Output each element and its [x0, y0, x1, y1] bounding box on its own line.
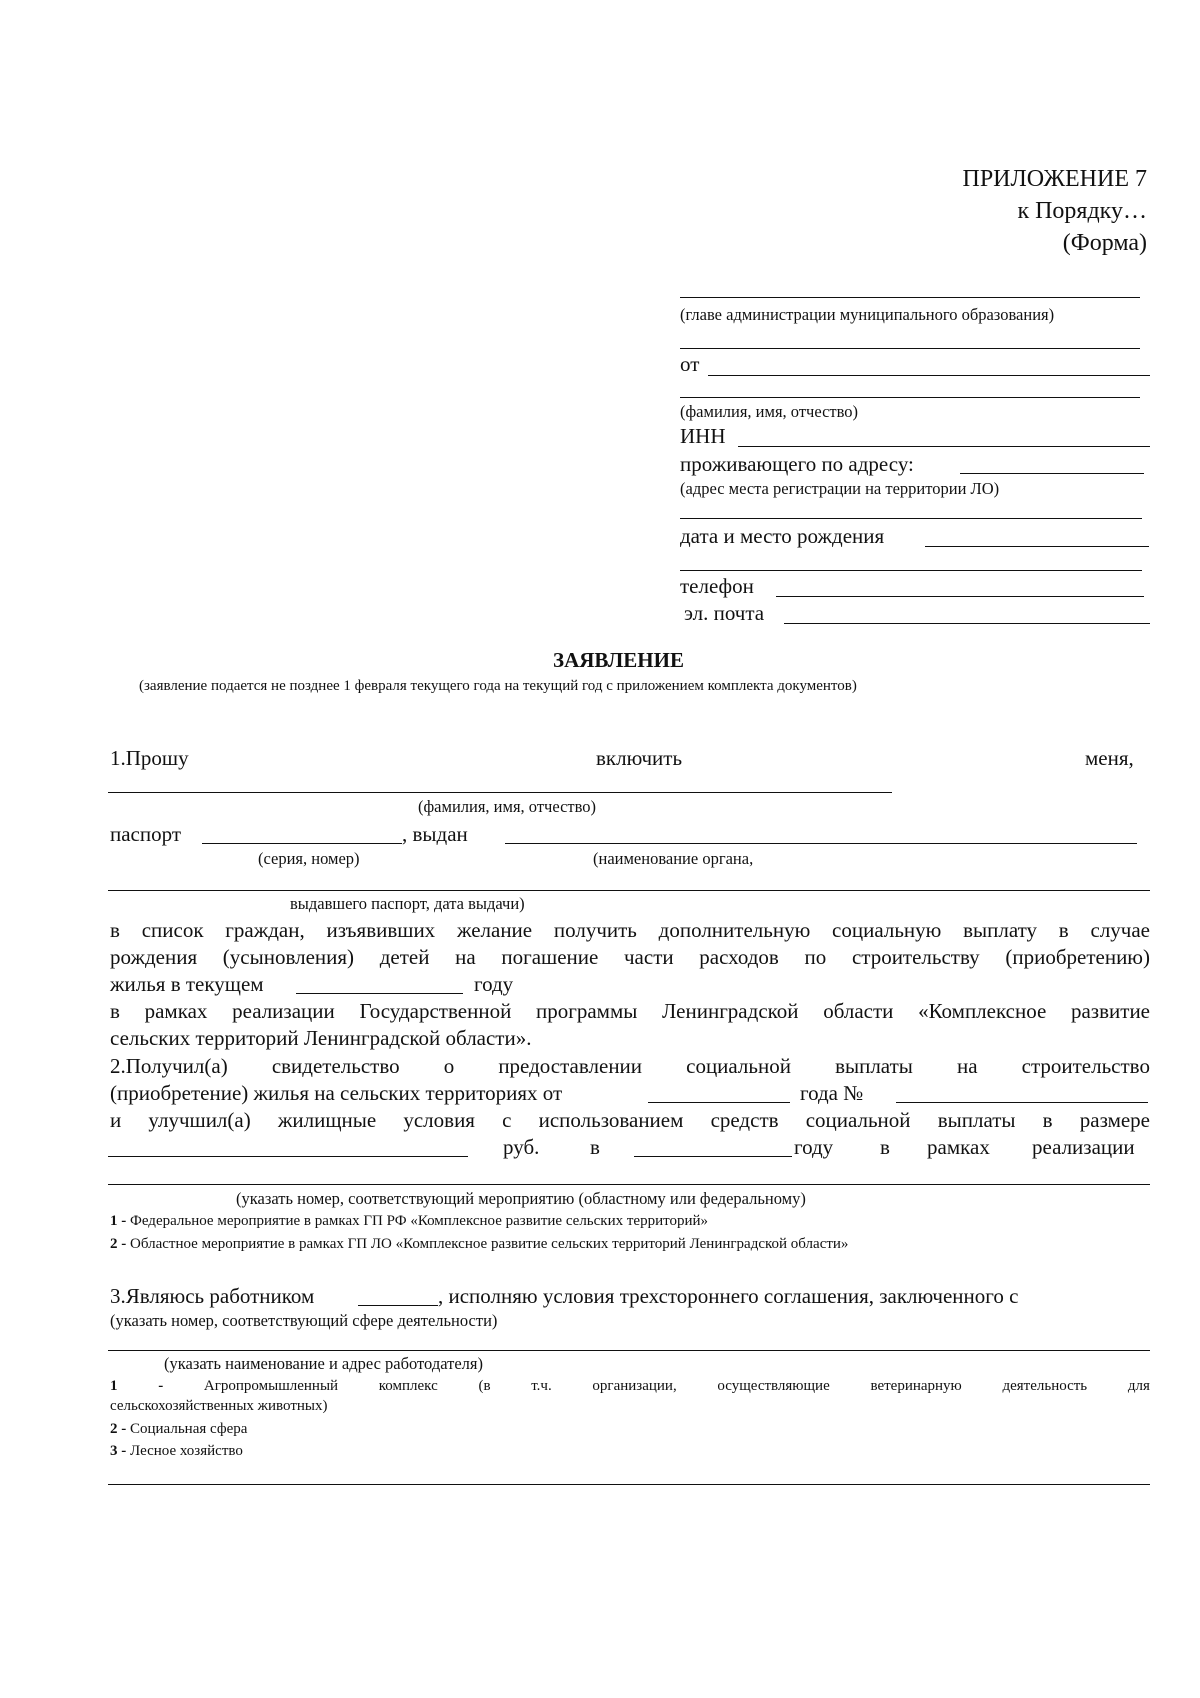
sphere-option-1: [110, 1377, 1150, 1395]
birth-field-2[interactable]: [680, 570, 1142, 571]
document-subtitle: (заявление подается не позднее 1 февраля текущего года на текущий год с приложением комплекта документов): [139, 678, 857, 694]
option-word: деятельность: [1002, 1378, 1088, 1394]
year-word: году: [474, 972, 514, 996]
option-word: осуществляющие: [717, 1378, 830, 1394]
head-admin-caption: (главе администрации муниципального образования): [680, 305, 1055, 324]
item1-text-line2: рождения (усыновления) детей на погашение части расходов по строительству (приобретению): [110, 945, 1150, 969]
passport-issuer-field[interactable]: [505, 843, 1137, 844]
certificate-number-field[interactable]: [896, 1102, 1148, 1103]
item2-text-line3: и улучшил(а) жилищные условия с использованием средств социальной выплаты в размере: [110, 1108, 1150, 1132]
bottom-line[interactable]: [108, 1484, 1150, 1485]
item2-word: 2.Получил(а): [110, 1054, 228, 1078]
passport-issuer-field-2[interactable]: [108, 890, 1150, 891]
option-text: Федеральное мероприятие в рамках ГП РФ «Комплексное развитие сельских территорий»: [126, 1213, 709, 1229]
certificate-date-field[interactable]: [648, 1102, 790, 1103]
item2-word: свидетельство: [271, 1054, 400, 1078]
item2-word: о: [443, 1054, 455, 1078]
item1-text-line3: жилья в текущем: [110, 972, 264, 996]
option-text: Социальная сфера: [126, 1421, 248, 1437]
rub-label: руб.: [503, 1135, 540, 1159]
employer-caption: (указать наименование и адрес работодателя): [164, 1354, 483, 1373]
option-number: 2 -: [110, 1236, 127, 1252]
fio-caption: (фамилия, имя, отчество): [680, 402, 859, 421]
implementation-word: реализации: [1032, 1135, 1135, 1159]
option-number: 1 -: [110, 1213, 127, 1229]
employer-field[interactable]: [108, 1350, 1150, 1351]
year-number-label: года №: [800, 1081, 864, 1105]
address-field[interactable]: [960, 473, 1144, 474]
item1-word-me: меня,: [1085, 746, 1134, 770]
payment-amount-field[interactable]: [108, 1156, 468, 1157]
item2-text-line1: [110, 1054, 1150, 1078]
item2-word: выплаты: [835, 1054, 913, 1078]
passport-label: паспорт: [110, 822, 182, 846]
option-word: т.ч.: [531, 1378, 552, 1394]
residing-label: проживающего по адресу:: [680, 452, 914, 476]
option-word: (в: [478, 1378, 491, 1394]
sphere-option-3: [110, 1442, 243, 1460]
item2-word: предоставлении: [498, 1054, 643, 1078]
program-option-1: [110, 1212, 708, 1230]
year-word-2: году: [794, 1135, 834, 1159]
series-caption: (серия, номер): [258, 849, 360, 868]
issued-caption: выдавшего паспорт, дата выдачи): [290, 894, 525, 913]
email-field[interactable]: [784, 623, 1150, 624]
program-event-field[interactable]: [108, 1184, 1150, 1185]
item1-text-line4: в рамках реализации Государственной программы Ленинградской области «Комплексное развитие: [110, 999, 1150, 1023]
current-year-field[interactable]: [296, 993, 463, 994]
option-word: -: [158, 1378, 164, 1394]
item1-text-line5: сельских территорий Ленинградской области».: [110, 1026, 532, 1050]
document-title: ЗАЯВЛЕНИЕ: [553, 648, 684, 672]
form-label: (Форма): [1062, 230, 1147, 256]
item2-word: на: [956, 1054, 978, 1078]
payment-year-field[interactable]: [634, 1156, 792, 1157]
order-reference: к Порядку…: [1017, 198, 1147, 224]
issued-label: , выдан: [402, 822, 468, 846]
sphere-option-2: [110, 1420, 247, 1438]
item3-text-b: , исполняю условия трехстороннего соглашения, заключенного с: [438, 1284, 1019, 1308]
item2-word: строительство: [1021, 1054, 1150, 1078]
address-field-2[interactable]: [680, 518, 1142, 519]
item2-text-line2: (приобретение) жилья на сельских территориях от: [110, 1081, 563, 1105]
option-number: 3 -: [110, 1443, 127, 1459]
activity-sphere-field[interactable]: [358, 1305, 438, 1306]
in-word: в: [590, 1135, 600, 1159]
head-admin-line[interactable]: [680, 297, 1140, 298]
item3-text-a: 3.Являюсь работником: [110, 1284, 315, 1308]
passport-series-field[interactable]: [202, 843, 402, 844]
address-caption: (адрес места регистрации на территории ЛО): [680, 479, 1000, 498]
option-word: комплекс: [378, 1378, 438, 1394]
inn-field[interactable]: [738, 446, 1150, 447]
option-word: ветеринарную: [870, 1378, 962, 1394]
organ-caption: (наименование органа,: [593, 849, 754, 868]
activity-sphere-caption: (указать номер, соответствующий сфере деятельности): [110, 1311, 498, 1330]
item1-word-include: включить: [596, 746, 683, 770]
from-field-2[interactable]: [680, 397, 1140, 398]
phone-field[interactable]: [776, 596, 1144, 597]
email-label: эл. почта: [684, 601, 765, 625]
option-number: 2 -: [110, 1421, 127, 1437]
item1-word-prošu: 1.Прошу: [110, 746, 189, 770]
head-admin-line-2[interactable]: [680, 348, 1140, 349]
sphere-option-1-cont: сельскохозяйственных животных): [110, 1398, 328, 1414]
applicant-fio-caption: (фамилия, имя, отчество): [418, 797, 597, 816]
option-word: Агропромышленный: [203, 1378, 339, 1394]
in-word-2: в: [880, 1135, 890, 1159]
option-word: 1: [110, 1378, 118, 1394]
item2-word: социальной: [686, 1054, 791, 1078]
from-field[interactable]: [708, 375, 1150, 376]
option-word: для: [1127, 1378, 1150, 1394]
from-label: от: [680, 352, 700, 376]
inn-label: ИНН: [680, 424, 726, 448]
option-text: Лесное хозяйство: [126, 1443, 243, 1459]
program-event-caption: (указать номер, соответствующий мероприятию (областному или федеральному): [236, 1189, 806, 1208]
option-text: Областное мероприятие в рамках ГП ЛО «Комплексное развитие сельских территорий Ленинградской области»: [126, 1236, 849, 1252]
phone-label: телефон: [680, 574, 754, 598]
within-word: рамках: [927, 1135, 990, 1159]
option-word: организации,: [592, 1378, 677, 1394]
birth-field[interactable]: [925, 546, 1149, 547]
appendix-number: ПРИЛОЖЕНИЕ 7: [962, 166, 1147, 192]
item1-text-line1: в список граждан, изъявивших желание получить дополнительную социальную выплату в случае: [110, 918, 1150, 942]
program-option-2: [110, 1235, 848, 1253]
applicant-fio-field[interactable]: [108, 792, 892, 793]
birth-label: дата и место рождения: [680, 524, 885, 548]
